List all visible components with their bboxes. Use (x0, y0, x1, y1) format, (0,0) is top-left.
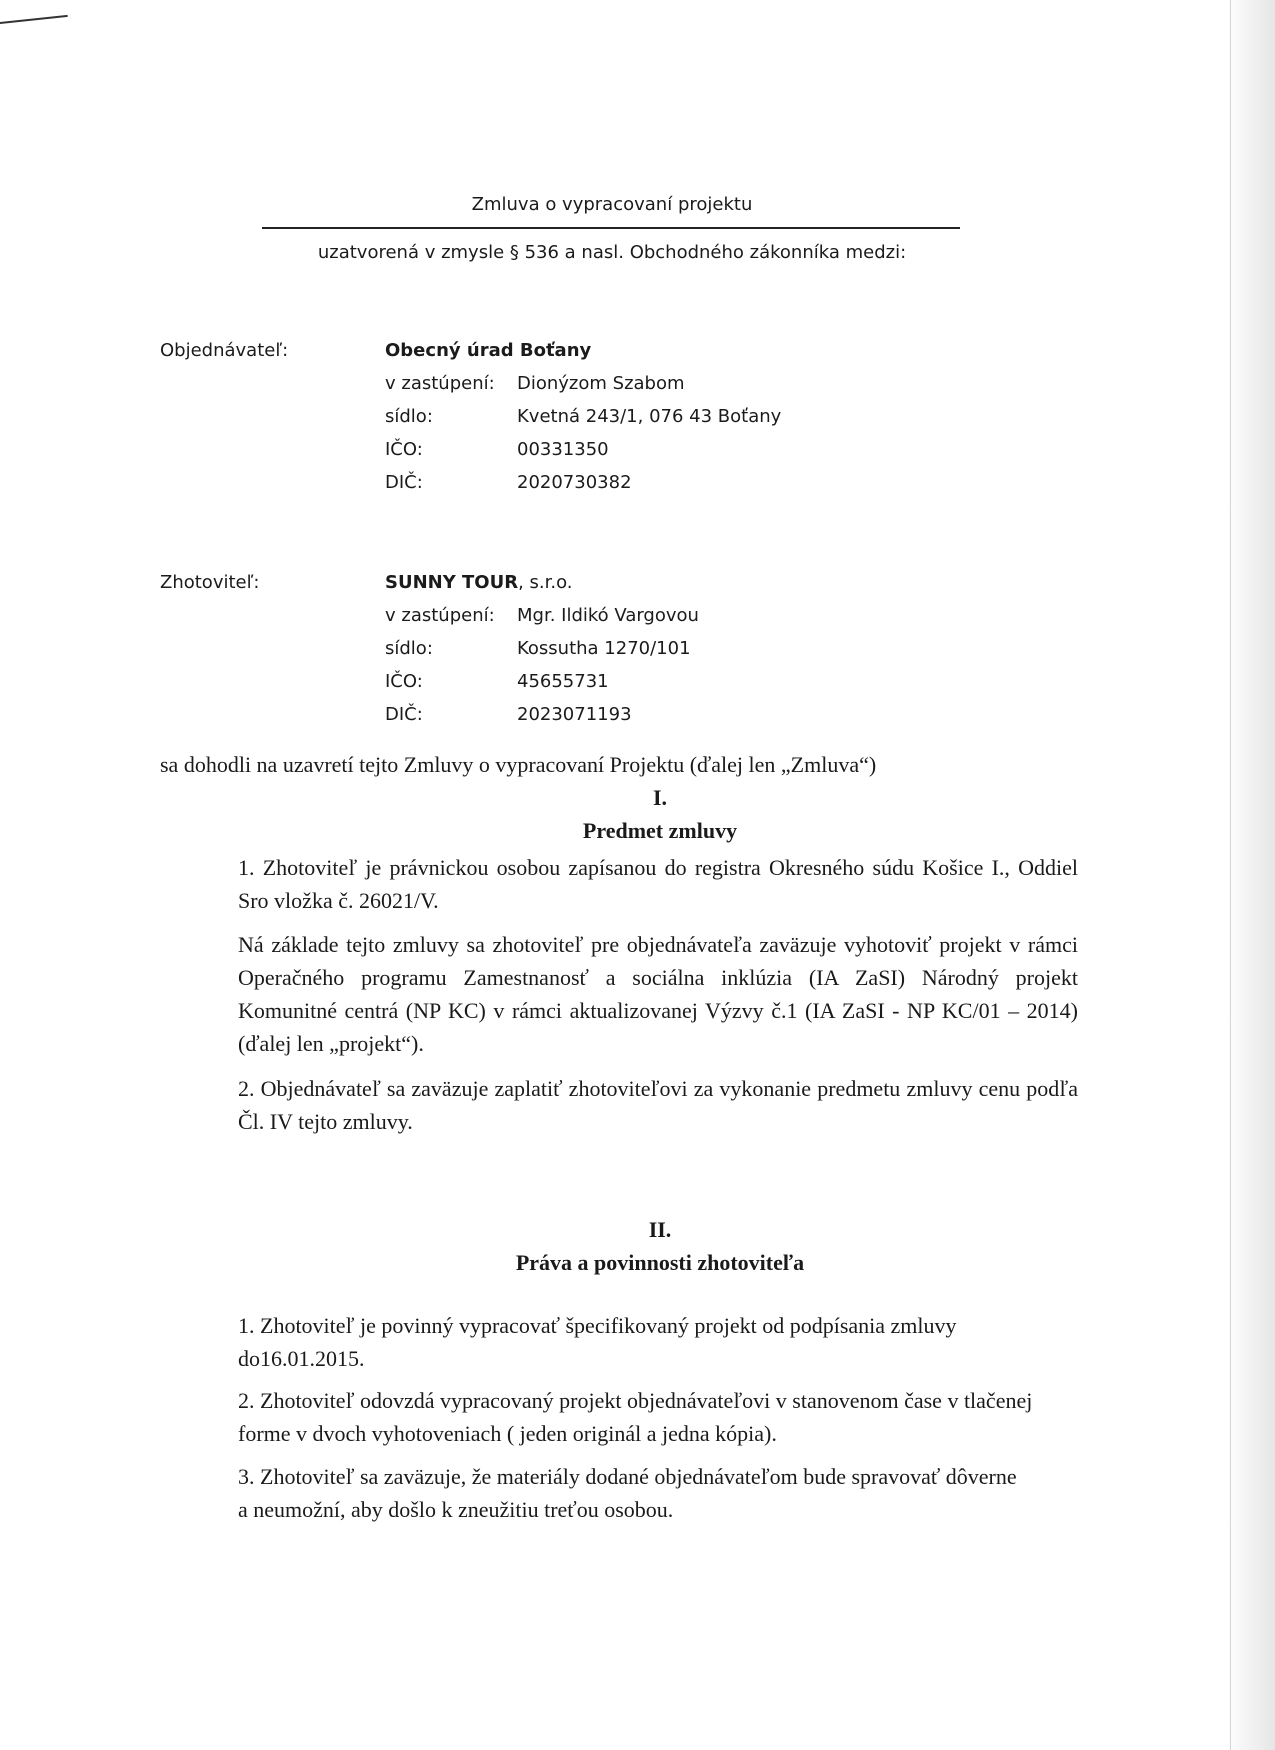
section-1-paragraph-2: Ná základe tejto zmluvy sa zhotoviteľ pre objednávateľa zaväzuje vyhotoviť projekt v rámci Operačného programu Zamestnanosť a sociálna inklúzia (IA ZaSI) Národný projekt Komunitné centrá (NP KC) v rámci aktualizovanej Výzvy č.1 (IA ZaSI - NP KC/01 – 2014) (ďalej len „projekt“). (238, 932, 1078, 1056)
section-1-title: Predmet zmluvy (582, 818, 738, 843)
client-ico-key: IČO: (385, 439, 423, 460)
title-underline (262, 227, 960, 229)
contractor-dic-value: 2023071193 (517, 704, 632, 725)
contractor-ico-value: 45655731 (517, 671, 609, 692)
page-edge-line (1230, 0, 1231, 1750)
contractor-representative-key: v zastúpení: (385, 605, 495, 626)
client-address-value: Kvetná 243/1, 076 43 Boťany (517, 406, 782, 427)
client-address-key: sídlo: (385, 406, 433, 427)
section-1-number: I. (652, 785, 668, 810)
client-representative-value: Dionýzom Szabom (517, 373, 685, 394)
section-2-paragraph-3: 3. Zhotoviteľ sa zaväzuje, že materiály dodané objednávateľom bude spravovať dôverne a neumožní, aby došlo k zneužitiu treťou osobou. (238, 1464, 1017, 1522)
contractor-name: SUNNY TOUR, s.r.o. (385, 572, 573, 593)
contractor-address-value: Kossutha 1270/101 (517, 638, 691, 659)
client-ico-value: 00331350 (517, 439, 609, 460)
section-2-paragraph-1: 1. Zhotoviteľ je povinný vypracovať špecifikovaný projekt od podpísania zmluvy do16.01.2015. (238, 1313, 957, 1371)
client-representative-key: v zastúpení: (385, 373, 495, 394)
document-subtitle: uzatvorená v zmysle § 536 a nasl. Obchodného zákonníka medzi: (317, 242, 907, 263)
contractor-representative-value: Mgr. Ildikó Vargovou (517, 605, 699, 626)
client-dic-value: 2020730382 (517, 472, 632, 493)
client-dic-key: DIČ: (385, 472, 423, 493)
agreement-statement: sa dohodli na uzavretí tejto Zmluvy o vypracovaní Projektu (ďalej len „Zmluva“) (160, 752, 877, 777)
section-1-paragraph-1: 1. Zhotoviteľ je právnickou osobou zapísanou do registra Okresného súdu Košice I., Oddiel Sro vložka č. 26021/V. (238, 855, 1078, 913)
contractor-ico-key: IČO: (385, 671, 423, 692)
section-2-paragraph-2: 2. Zhotoviteľ odovzdá vypracovaný projekt objednávateľovi v stanovenom čase v tlačenej forme v dvoch vyhotoveniach ( jeden originál a jedna kópia). (238, 1388, 1033, 1446)
contractor-dic-key: DIČ: (385, 704, 423, 725)
section-2-number: II. (648, 1217, 672, 1242)
section-1-paragraph-3: 2. Objednávateľ sa zaväzuje zaplatiť zhotoviteľovi za vykonanie predmetu zmluvy cenu podľa Čl. IV tejto zmluvy. (238, 1076, 1078, 1134)
document-title: Zmluva o vypracovaní projektu (471, 194, 753, 215)
contractor-label: Zhotoviteľ: (160, 572, 260, 593)
scan-mark (0, 15, 68, 24)
page-edge-shadow (1225, 0, 1275, 1750)
client-label: Objednávateľ: (160, 340, 289, 361)
section-2-title: Práva a povinnosti zhotoviteľa (515, 1250, 805, 1275)
client-name: Obecný úrad Boťany (385, 340, 592, 361)
contractor-address-key: sídlo: (385, 638, 433, 659)
